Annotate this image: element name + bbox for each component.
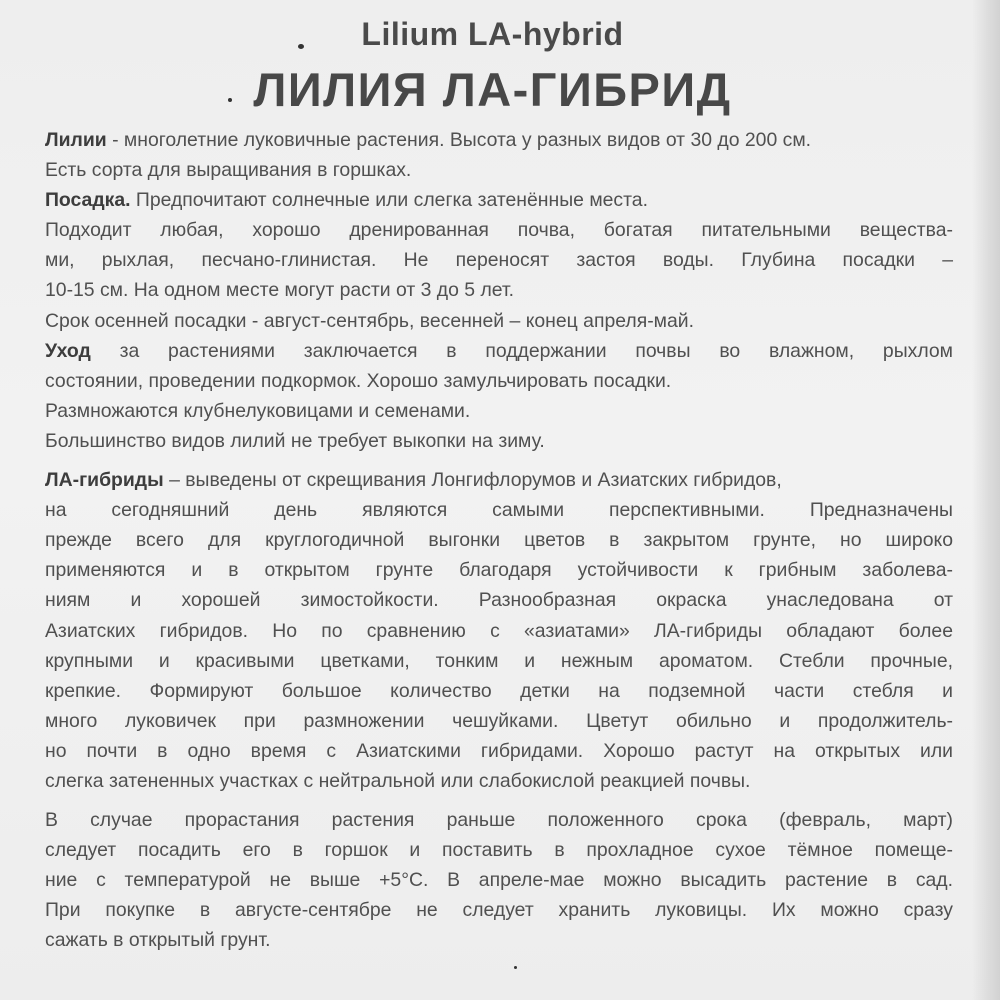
- term-la-hybrids: ЛА-гибриды: [45, 469, 164, 492]
- text-line: Уход за растениями заключается в поддержании почвы во влажном, рыхлом: [45, 339, 953, 362]
- title-russian: ЛИЛИЯ ЛА-ГИБРИД: [253, 63, 732, 116]
- title-latin: Lilium LA-hybrid: [361, 16, 624, 52]
- text-line: ние с температурой не выше +5°С. В апреле-мае можно высадить растение в сад.: [45, 869, 953, 892]
- text-line: Есть сорта для выращивания в горшках.: [45, 159, 412, 182]
- text-line: ми, рыхлая, песчано-глинистая. Не переносят застоя воды. Глубина посадки –: [45, 249, 953, 272]
- term-care: Уход: [45, 339, 91, 362]
- paragraph-gap: [45, 456, 953, 465]
- description-text: [45, 125, 953, 956]
- text-line: следует посадить его в горшок и поставить в прохладное сухое тёмное помеще-: [45, 839, 953, 862]
- text-line: Срок осенней посадки - август-сентябрь, весенней – конец апреля-май.: [45, 309, 694, 332]
- section-general: [45, 125, 953, 456]
- text-line: Размножаются клубнелуковицами и семенами.: [45, 399, 471, 422]
- text-line: крупными и красивыми цветками, тонким и нежным ароматом. Стебли прочные,: [45, 649, 953, 672]
- text-line: применяются и в открытом грунте благодаря устойчивости к грибным заболева-: [45, 559, 953, 582]
- text-line: много луковичек при размножении чешуйками. Цветут обильно и продолжитель-: [45, 709, 953, 732]
- section-early-sprouting: [45, 805, 953, 955]
- text-line: но почти в одно время с Азиатскими гибридами. Хорошо растут на открытых или: [45, 739, 953, 762]
- text-line: Лилии - многолетние луковичные растения. Высота у разных видов от 30 до 200 см.: [45, 129, 812, 151]
- section-la-hybrids: [45, 465, 953, 796]
- text-line: состоянии, проведении подкормок. Хорошо замульчировать посадки.: [45, 369, 672, 392]
- text-line: 10-15 см. На одном месте могут расти от 3 до 5 лет.: [45, 279, 515, 302]
- text-line: ниям и хорошей зимостойкости. Разнообразная окраска унаследована от: [45, 589, 953, 612]
- text-line: Посадка. Предпочитают солнечные или слегка затенённые места.: [45, 189, 648, 212]
- text-line: крепкие. Формируют большое количество детки на подземной части стебля и: [45, 679, 953, 702]
- text-line: на сегодняшний день являются самыми перспективными. Предназначены: [45, 499, 953, 522]
- page-edge-shadow: [972, 0, 1000, 1000]
- term-lilies: Лилии: [45, 129, 107, 151]
- text-line: сажать в открытый грунт.: [45, 929, 271, 952]
- text-line: Большинство видов лилий не требует выкопки на зиму.: [45, 429, 545, 452]
- text-line: слегка затененных участках с нейтральной или слабокислой реакцией почвы.: [45, 769, 751, 792]
- text-line: В случае прорастания растения раньше положенного срока (февраль, март): [45, 809, 953, 832]
- print-speck: [514, 966, 517, 969]
- text-line: прежде всего для круглогодичной выгонки цветов в закрытом грунте, но широко: [45, 529, 953, 552]
- text-line: Подходит любая, хорошо дренированная почва, богатая питательными вещества-: [45, 219, 953, 242]
- term-planting: Посадка.: [45, 189, 131, 212]
- paragraph-gap: [45, 796, 953, 805]
- text-line: При покупке в августе-сентябре не следует хранить луковицы. Их можно сразу: [45, 899, 953, 922]
- text-line: ЛА-гибриды – выведены от скрещивания Лонгифлорумов и Азиатских гибридов,: [45, 469, 782, 492]
- text-line: Азиатских гибридов. Но по сравнению с «азиатами» ЛА-гибриды обладают более: [45, 619, 953, 642]
